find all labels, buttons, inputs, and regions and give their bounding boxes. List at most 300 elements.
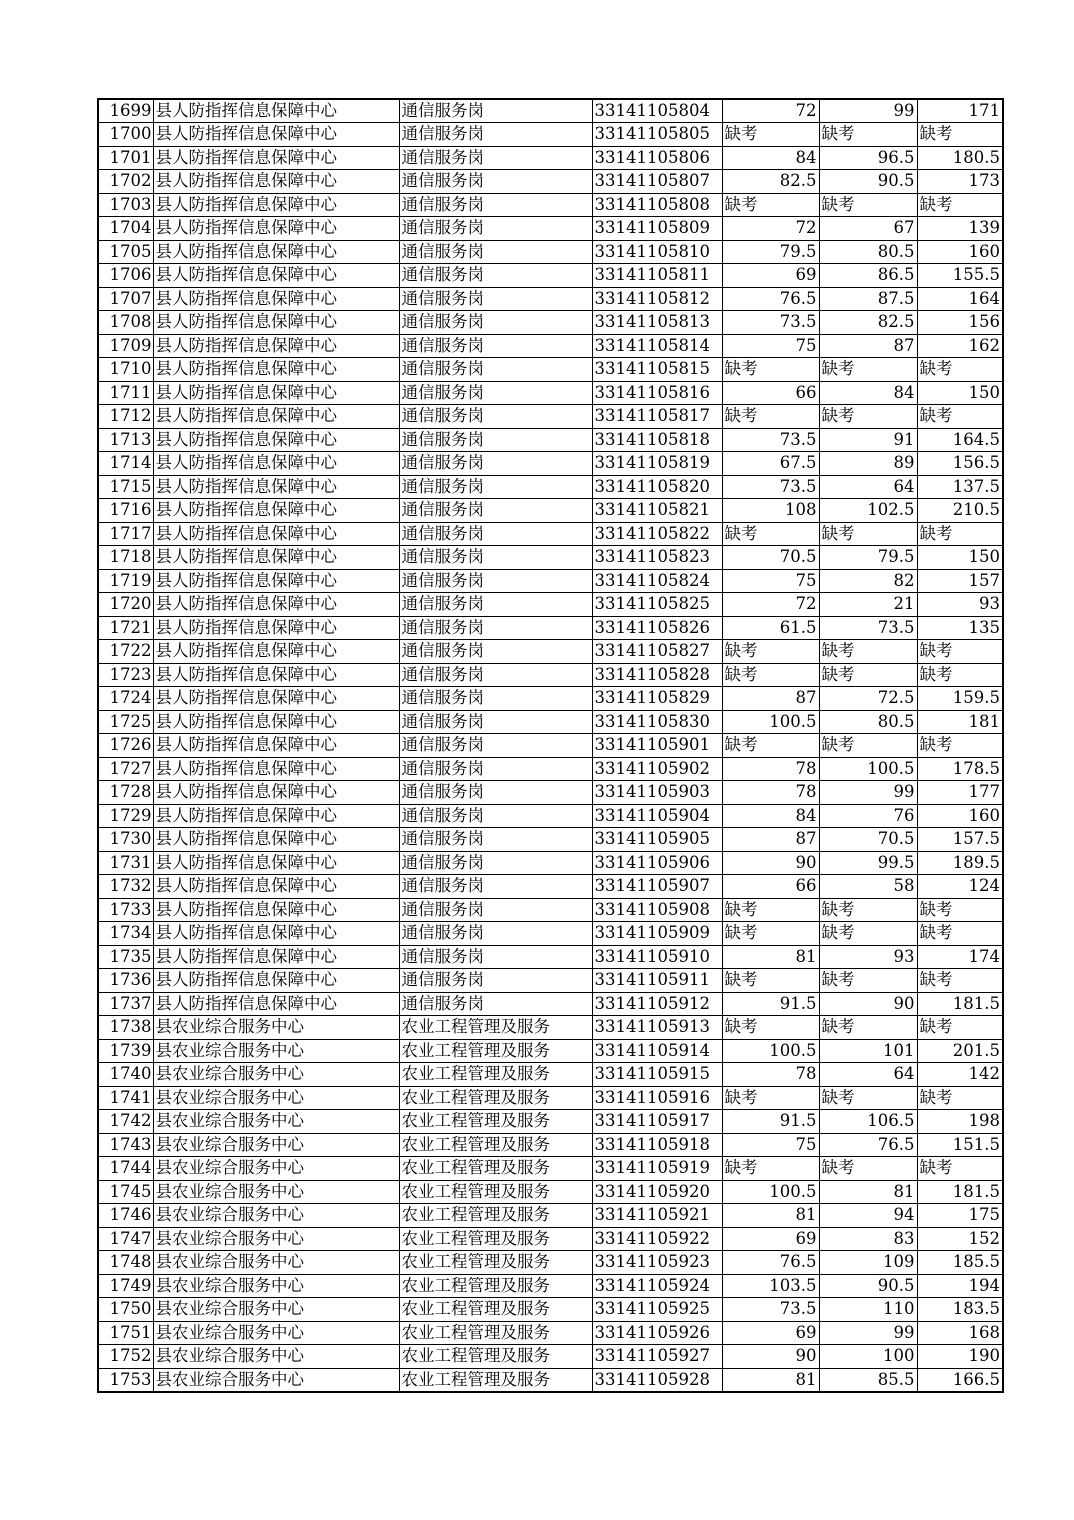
ticket-cell: 33141105902 bbox=[592, 757, 722, 781]
ticket-cell: 33141105913 bbox=[592, 1016, 722, 1040]
seq-cell: 1744 bbox=[98, 1157, 153, 1181]
seq-cell: 1748 bbox=[98, 1251, 153, 1275]
table-row bbox=[98, 428, 1003, 452]
total-cell: 142 bbox=[917, 1063, 1003, 1087]
table-row bbox=[98, 969, 1003, 993]
seq-cell: 1728 bbox=[98, 781, 153, 805]
seq-cell: 1730 bbox=[98, 828, 153, 852]
total-cell: 164 bbox=[917, 287, 1003, 311]
unit-cell: 县人防指挥信息保障中心 bbox=[153, 475, 399, 499]
score1-cell: 78 bbox=[722, 757, 819, 781]
table-row bbox=[98, 146, 1003, 170]
table-row bbox=[98, 170, 1003, 194]
score2-cell: 100 bbox=[819, 1345, 917, 1369]
seq-cell: 1750 bbox=[98, 1298, 153, 1322]
score2-cell: 58 bbox=[819, 875, 917, 899]
seq-cell: 1736 bbox=[98, 969, 153, 993]
score-table-body bbox=[98, 99, 1003, 1392]
seq-cell: 1752 bbox=[98, 1345, 153, 1369]
table-row bbox=[98, 193, 1003, 217]
unit-cell: 县人防指挥信息保障中心 bbox=[153, 898, 399, 922]
total-cell: 174 bbox=[917, 945, 1003, 969]
unit-cell: 县人防指挥信息保障中心 bbox=[153, 452, 399, 476]
score2-cell: 缺考 bbox=[819, 123, 917, 147]
ticket-cell: 33141105905 bbox=[592, 828, 722, 852]
position-cell: 农业工程管理及服务 bbox=[399, 1321, 592, 1345]
seq-cell: 1700 bbox=[98, 123, 153, 147]
position-cell: 通信服务岗 bbox=[399, 311, 592, 335]
score1-cell: 90 bbox=[722, 1345, 819, 1369]
unit-cell: 县人防指挥信息保障中心 bbox=[153, 193, 399, 217]
ticket-cell: 33141105903 bbox=[592, 781, 722, 805]
unit-cell: 县农业综合服务中心 bbox=[153, 1251, 399, 1275]
position-cell: 农业工程管理及服务 bbox=[399, 1133, 592, 1157]
score2-cell: 缺考 bbox=[819, 405, 917, 429]
position-cell: 通信服务岗 bbox=[399, 969, 592, 993]
unit-cell: 县农业综合服务中心 bbox=[153, 1157, 399, 1181]
position-cell: 通信服务岗 bbox=[399, 546, 592, 570]
score1-cell: 100.5 bbox=[722, 1039, 819, 1063]
ticket-cell: 33141105829 bbox=[592, 687, 722, 711]
score2-cell: 99.5 bbox=[819, 851, 917, 875]
unit-cell: 县农业综合服务中心 bbox=[153, 1345, 399, 1369]
table-row bbox=[98, 452, 1003, 476]
ticket-cell: 33141105825 bbox=[592, 593, 722, 617]
ticket-cell: 33141105924 bbox=[592, 1274, 722, 1298]
unit-cell: 县人防指挥信息保障中心 bbox=[153, 334, 399, 358]
unit-cell: 县人防指挥信息保障中心 bbox=[153, 428, 399, 452]
score2-cell: 缺考 bbox=[819, 640, 917, 664]
position-cell: 通信服务岗 bbox=[399, 146, 592, 170]
score2-cell: 73.5 bbox=[819, 616, 917, 640]
ticket-cell: 33141105823 bbox=[592, 546, 722, 570]
score1-cell: 76.5 bbox=[722, 287, 819, 311]
score1-cell: 91.5 bbox=[722, 1110, 819, 1134]
table-row bbox=[98, 99, 1003, 123]
total-cell: 150 bbox=[917, 546, 1003, 570]
table-row bbox=[98, 1368, 1003, 1392]
table-row bbox=[98, 593, 1003, 617]
total-cell: 175 bbox=[917, 1204, 1003, 1228]
seq-cell: 1737 bbox=[98, 992, 153, 1016]
table-row bbox=[98, 804, 1003, 828]
score2-cell: 90.5 bbox=[819, 1274, 917, 1298]
score2-cell: 99 bbox=[819, 781, 917, 805]
score2-cell: 缺考 bbox=[819, 193, 917, 217]
score1-cell: 70.5 bbox=[722, 546, 819, 570]
total-cell: 160 bbox=[917, 804, 1003, 828]
position-cell: 通信服务岗 bbox=[399, 616, 592, 640]
seq-cell: 1734 bbox=[98, 922, 153, 946]
position-cell: 农业工程管理及服务 bbox=[399, 1086, 592, 1110]
score1-cell: 72 bbox=[722, 217, 819, 241]
seq-cell: 1727 bbox=[98, 757, 153, 781]
unit-cell: 县人防指挥信息保障中心 bbox=[153, 381, 399, 405]
ticket-cell: 33141105915 bbox=[592, 1063, 722, 1087]
total-cell: 151.5 bbox=[917, 1133, 1003, 1157]
total-cell: 185.5 bbox=[917, 1251, 1003, 1275]
table-row bbox=[98, 1110, 1003, 1134]
score2-cell: 缺考 bbox=[819, 922, 917, 946]
position-cell: 通信服务岗 bbox=[399, 593, 592, 617]
score1-cell: 缺考 bbox=[722, 1157, 819, 1181]
unit-cell: 县人防指挥信息保障中心 bbox=[153, 734, 399, 758]
total-cell: 177 bbox=[917, 781, 1003, 805]
ticket-cell: 33141105817 bbox=[592, 405, 722, 429]
unit-cell: 县农业综合服务中心 bbox=[153, 1227, 399, 1251]
score2-cell: 82 bbox=[819, 569, 917, 593]
unit-cell: 县农业综合服务中心 bbox=[153, 1086, 399, 1110]
position-cell: 通信服务岗 bbox=[399, 875, 592, 899]
seq-cell: 1723 bbox=[98, 663, 153, 687]
table-row bbox=[98, 522, 1003, 546]
position-cell: 通信服务岗 bbox=[399, 898, 592, 922]
seq-cell: 1724 bbox=[98, 687, 153, 711]
unit-cell: 县人防指挥信息保障中心 bbox=[153, 710, 399, 734]
ticket-cell: 33141105911 bbox=[592, 969, 722, 993]
total-cell: 194 bbox=[917, 1274, 1003, 1298]
table-row bbox=[98, 358, 1003, 382]
seq-cell: 1725 bbox=[98, 710, 153, 734]
table-row bbox=[98, 334, 1003, 358]
ticket-cell: 33141105814 bbox=[592, 334, 722, 358]
unit-cell: 县农业综合服务中心 bbox=[153, 1321, 399, 1345]
ticket-cell: 33141105826 bbox=[592, 616, 722, 640]
unit-cell: 县人防指挥信息保障中心 bbox=[153, 287, 399, 311]
score1-cell: 61.5 bbox=[722, 616, 819, 640]
table-row bbox=[98, 1298, 1003, 1322]
score2-cell: 96.5 bbox=[819, 146, 917, 170]
score2-cell: 缺考 bbox=[819, 898, 917, 922]
score1-cell: 100.5 bbox=[722, 1180, 819, 1204]
total-cell: 189.5 bbox=[917, 851, 1003, 875]
table-row bbox=[98, 1345, 1003, 1369]
table-row bbox=[98, 992, 1003, 1016]
seq-cell: 1746 bbox=[98, 1204, 153, 1228]
position-cell: 通信服务岗 bbox=[399, 922, 592, 946]
score2-cell: 101 bbox=[819, 1039, 917, 1063]
position-cell: 通信服务岗 bbox=[399, 405, 592, 429]
ticket-cell: 33141105921 bbox=[592, 1204, 722, 1228]
score1-cell: 72 bbox=[722, 99, 819, 123]
seq-cell: 1718 bbox=[98, 546, 153, 570]
score2-cell: 缺考 bbox=[819, 1016, 917, 1040]
seq-cell: 1719 bbox=[98, 569, 153, 593]
total-cell: 缺考 bbox=[917, 123, 1003, 147]
total-cell: 缺考 bbox=[917, 405, 1003, 429]
table-row bbox=[98, 1016, 1003, 1040]
table-row bbox=[98, 1321, 1003, 1345]
score1-cell: 缺考 bbox=[722, 193, 819, 217]
position-cell: 农业工程管理及服务 bbox=[399, 1368, 592, 1392]
ticket-cell: 33141105824 bbox=[592, 569, 722, 593]
unit-cell: 县农业综合服务中心 bbox=[153, 1063, 399, 1087]
ticket-cell: 33141105818 bbox=[592, 428, 722, 452]
table-row bbox=[98, 217, 1003, 241]
score2-cell: 21 bbox=[819, 593, 917, 617]
table-row bbox=[98, 616, 1003, 640]
score2-cell: 109 bbox=[819, 1251, 917, 1275]
score1-cell: 76.5 bbox=[722, 1251, 819, 1275]
score2-cell: 99 bbox=[819, 1321, 917, 1345]
unit-cell: 县人防指挥信息保障中心 bbox=[153, 123, 399, 147]
score2-cell: 67 bbox=[819, 217, 917, 241]
total-cell: 183.5 bbox=[917, 1298, 1003, 1322]
score2-cell: 93 bbox=[819, 945, 917, 969]
position-cell: 通信服务岗 bbox=[399, 804, 592, 828]
score2-cell: 99 bbox=[819, 99, 917, 123]
position-cell: 通信服务岗 bbox=[399, 240, 592, 264]
ticket-cell: 33141105925 bbox=[592, 1298, 722, 1322]
total-cell: 缺考 bbox=[917, 193, 1003, 217]
position-cell: 农业工程管理及服务 bbox=[399, 1298, 592, 1322]
position-cell: 通信服务岗 bbox=[399, 522, 592, 546]
ticket-cell: 33141105813 bbox=[592, 311, 722, 335]
total-cell: 缺考 bbox=[917, 640, 1003, 664]
seq-cell: 1703 bbox=[98, 193, 153, 217]
score1-cell: 79.5 bbox=[722, 240, 819, 264]
unit-cell: 县人防指挥信息保障中心 bbox=[153, 569, 399, 593]
score1-cell: 73.5 bbox=[722, 311, 819, 335]
score1-cell: 84 bbox=[722, 146, 819, 170]
score1-cell: 81 bbox=[722, 1204, 819, 1228]
seq-cell: 1749 bbox=[98, 1274, 153, 1298]
position-cell: 通信服务岗 bbox=[399, 381, 592, 405]
seq-cell: 1706 bbox=[98, 264, 153, 288]
seq-cell: 1713 bbox=[98, 428, 153, 452]
position-cell: 通信服务岗 bbox=[399, 99, 592, 123]
score2-cell: 110 bbox=[819, 1298, 917, 1322]
score1-cell: 75 bbox=[722, 1133, 819, 1157]
position-cell: 农业工程管理及服务 bbox=[399, 1274, 592, 1298]
ticket-cell: 33141105907 bbox=[592, 875, 722, 899]
score2-cell: 87 bbox=[819, 334, 917, 358]
score1-cell: 87 bbox=[722, 828, 819, 852]
table-row bbox=[98, 264, 1003, 288]
total-cell: 159.5 bbox=[917, 687, 1003, 711]
total-cell: 156 bbox=[917, 311, 1003, 335]
seq-cell: 1747 bbox=[98, 1227, 153, 1251]
unit-cell: 县人防指挥信息保障中心 bbox=[153, 945, 399, 969]
unit-cell: 县农业综合服务中心 bbox=[153, 1016, 399, 1040]
position-cell: 农业工程管理及服务 bbox=[399, 1157, 592, 1181]
total-cell: 缺考 bbox=[917, 663, 1003, 687]
seq-cell: 1751 bbox=[98, 1321, 153, 1345]
score1-cell: 81 bbox=[722, 945, 819, 969]
position-cell: 农业工程管理及服务 bbox=[399, 1180, 592, 1204]
score1-cell: 缺考 bbox=[722, 898, 819, 922]
unit-cell: 县农业综合服务中心 bbox=[153, 1298, 399, 1322]
position-cell: 农业工程管理及服务 bbox=[399, 1016, 592, 1040]
seq-cell: 1712 bbox=[98, 405, 153, 429]
total-cell: 缺考 bbox=[917, 1157, 1003, 1181]
score1-cell: 78 bbox=[722, 781, 819, 805]
score2-cell: 76.5 bbox=[819, 1133, 917, 1157]
seq-cell: 1710 bbox=[98, 358, 153, 382]
total-cell: 缺考 bbox=[917, 1086, 1003, 1110]
score2-cell: 81 bbox=[819, 1180, 917, 1204]
position-cell: 通信服务岗 bbox=[399, 358, 592, 382]
table-row bbox=[98, 240, 1003, 264]
seq-cell: 1729 bbox=[98, 804, 153, 828]
position-cell: 通信服务岗 bbox=[399, 992, 592, 1016]
score1-cell: 缺考 bbox=[722, 1016, 819, 1040]
score1-cell: 缺考 bbox=[722, 663, 819, 687]
ticket-cell: 33141105919 bbox=[592, 1157, 722, 1181]
score1-cell: 69 bbox=[722, 1321, 819, 1345]
seq-cell: 1709 bbox=[98, 334, 153, 358]
score1-cell: 66 bbox=[722, 381, 819, 405]
unit-cell: 县人防指挥信息保障中心 bbox=[153, 264, 399, 288]
ticket-cell: 33141105821 bbox=[592, 499, 722, 523]
score2-cell: 64 bbox=[819, 1063, 917, 1087]
score1-cell: 73.5 bbox=[722, 428, 819, 452]
seq-cell: 1739 bbox=[98, 1039, 153, 1063]
unit-cell: 县人防指挥信息保障中心 bbox=[153, 992, 399, 1016]
unit-cell: 县人防指挥信息保障中心 bbox=[153, 522, 399, 546]
score1-cell: 82.5 bbox=[722, 170, 819, 194]
position-cell: 通信服务岗 bbox=[399, 640, 592, 664]
score2-cell: 76 bbox=[819, 804, 917, 828]
ticket-cell: 33141105828 bbox=[592, 663, 722, 687]
unit-cell: 县农业综合服务中心 bbox=[153, 1368, 399, 1392]
ticket-cell: 33141105804 bbox=[592, 99, 722, 123]
table-row bbox=[98, 1274, 1003, 1298]
total-cell: 135 bbox=[917, 616, 1003, 640]
table-row bbox=[98, 1227, 1003, 1251]
table-row bbox=[98, 898, 1003, 922]
unit-cell: 县人防指挥信息保障中心 bbox=[153, 546, 399, 570]
ticket-cell: 33141105928 bbox=[592, 1368, 722, 1392]
score2-cell: 102.5 bbox=[819, 499, 917, 523]
unit-cell: 县农业综合服务中心 bbox=[153, 1180, 399, 1204]
ticket-cell: 33141105808 bbox=[592, 193, 722, 217]
table-row bbox=[98, 640, 1003, 664]
score1-cell: 91.5 bbox=[722, 992, 819, 1016]
seq-cell: 1708 bbox=[98, 311, 153, 335]
total-cell: 137.5 bbox=[917, 475, 1003, 499]
position-cell: 通信服务岗 bbox=[399, 828, 592, 852]
ticket-cell: 33141105901 bbox=[592, 734, 722, 758]
score1-cell: 108 bbox=[722, 499, 819, 523]
score1-cell: 缺考 bbox=[722, 405, 819, 429]
score2-cell: 100.5 bbox=[819, 757, 917, 781]
total-cell: 178.5 bbox=[917, 757, 1003, 781]
ticket-cell: 33141105819 bbox=[592, 452, 722, 476]
score2-cell: 90.5 bbox=[819, 170, 917, 194]
total-cell: 201.5 bbox=[917, 1039, 1003, 1063]
total-cell: 155.5 bbox=[917, 264, 1003, 288]
position-cell: 农业工程管理及服务 bbox=[399, 1063, 592, 1087]
seq-cell: 1722 bbox=[98, 640, 153, 664]
score1-cell: 81 bbox=[722, 1368, 819, 1392]
total-cell: 缺考 bbox=[917, 358, 1003, 382]
position-cell: 通信服务岗 bbox=[399, 499, 592, 523]
ticket-cell: 33141105830 bbox=[592, 710, 722, 734]
unit-cell: 县人防指挥信息保障中心 bbox=[153, 804, 399, 828]
unit-cell: 县人防指挥信息保障中心 bbox=[153, 969, 399, 993]
seq-cell: 1702 bbox=[98, 170, 153, 194]
unit-cell: 县农业综合服务中心 bbox=[153, 1110, 399, 1134]
unit-cell: 县农业综合服务中心 bbox=[153, 1274, 399, 1298]
ticket-cell: 33141105816 bbox=[592, 381, 722, 405]
ticket-cell: 33141105809 bbox=[592, 217, 722, 241]
position-cell: 通信服务岗 bbox=[399, 734, 592, 758]
unit-cell: 县人防指挥信息保障中心 bbox=[153, 851, 399, 875]
unit-cell: 县人防指挥信息保障中心 bbox=[153, 922, 399, 946]
total-cell: 162 bbox=[917, 334, 1003, 358]
ticket-cell: 33141105910 bbox=[592, 945, 722, 969]
total-cell: 171 bbox=[917, 99, 1003, 123]
score2-cell: 84 bbox=[819, 381, 917, 405]
unit-cell: 县农业综合服务中心 bbox=[153, 1204, 399, 1228]
unit-cell: 县人防指挥信息保障中心 bbox=[153, 240, 399, 264]
score1-cell: 缺考 bbox=[722, 640, 819, 664]
seq-cell: 1717 bbox=[98, 522, 153, 546]
table-row bbox=[98, 1039, 1003, 1063]
total-cell: 缺考 bbox=[917, 922, 1003, 946]
ticket-cell: 33141105923 bbox=[592, 1251, 722, 1275]
seq-cell: 1740 bbox=[98, 1063, 153, 1087]
ticket-cell: 33141105918 bbox=[592, 1133, 722, 1157]
position-cell: 通信服务岗 bbox=[399, 851, 592, 875]
ticket-cell: 33141105909 bbox=[592, 922, 722, 946]
score1-cell: 69 bbox=[722, 1227, 819, 1251]
table-row bbox=[98, 945, 1003, 969]
seq-cell: 1716 bbox=[98, 499, 153, 523]
ticket-cell: 33141105904 bbox=[592, 804, 722, 828]
unit-cell: 县人防指挥信息保障中心 bbox=[153, 311, 399, 335]
total-cell: 缺考 bbox=[917, 969, 1003, 993]
total-cell: 124 bbox=[917, 875, 1003, 899]
score2-cell: 缺考 bbox=[819, 1157, 917, 1181]
table-row bbox=[98, 1063, 1003, 1087]
table-row bbox=[98, 828, 1003, 852]
score2-cell: 64 bbox=[819, 475, 917, 499]
position-cell: 通信服务岗 bbox=[399, 264, 592, 288]
score1-cell: 67.5 bbox=[722, 452, 819, 476]
unit-cell: 县人防指挥信息保障中心 bbox=[153, 499, 399, 523]
score2-cell: 缺考 bbox=[819, 734, 917, 758]
position-cell: 通信服务岗 bbox=[399, 569, 592, 593]
position-cell: 通信服务岗 bbox=[399, 428, 592, 452]
ticket-cell: 33141105810 bbox=[592, 240, 722, 264]
seq-cell: 1726 bbox=[98, 734, 153, 758]
position-cell: 通信服务岗 bbox=[399, 123, 592, 147]
score1-cell: 缺考 bbox=[722, 969, 819, 993]
total-cell: 缺考 bbox=[917, 522, 1003, 546]
position-cell: 农业工程管理及服务 bbox=[399, 1204, 592, 1228]
table-row bbox=[98, 687, 1003, 711]
score2-cell: 79.5 bbox=[819, 546, 917, 570]
total-cell: 173 bbox=[917, 170, 1003, 194]
seq-cell: 1738 bbox=[98, 1016, 153, 1040]
score2-cell: 106.5 bbox=[819, 1110, 917, 1134]
table-row bbox=[98, 663, 1003, 687]
score2-cell: 70.5 bbox=[819, 828, 917, 852]
unit-cell: 县人防指挥信息保障中心 bbox=[153, 640, 399, 664]
position-cell: 通信服务岗 bbox=[399, 452, 592, 476]
unit-cell: 县人防指挥信息保障中心 bbox=[153, 757, 399, 781]
score2-cell: 89 bbox=[819, 452, 917, 476]
unit-cell: 县人防指挥信息保障中心 bbox=[153, 687, 399, 711]
seq-cell: 1745 bbox=[98, 1180, 153, 1204]
position-cell: 农业工程管理及服务 bbox=[399, 1251, 592, 1275]
total-cell: 181 bbox=[917, 710, 1003, 734]
total-cell: 190 bbox=[917, 1345, 1003, 1369]
total-cell: 180.5 bbox=[917, 146, 1003, 170]
seq-cell: 1711 bbox=[98, 381, 153, 405]
